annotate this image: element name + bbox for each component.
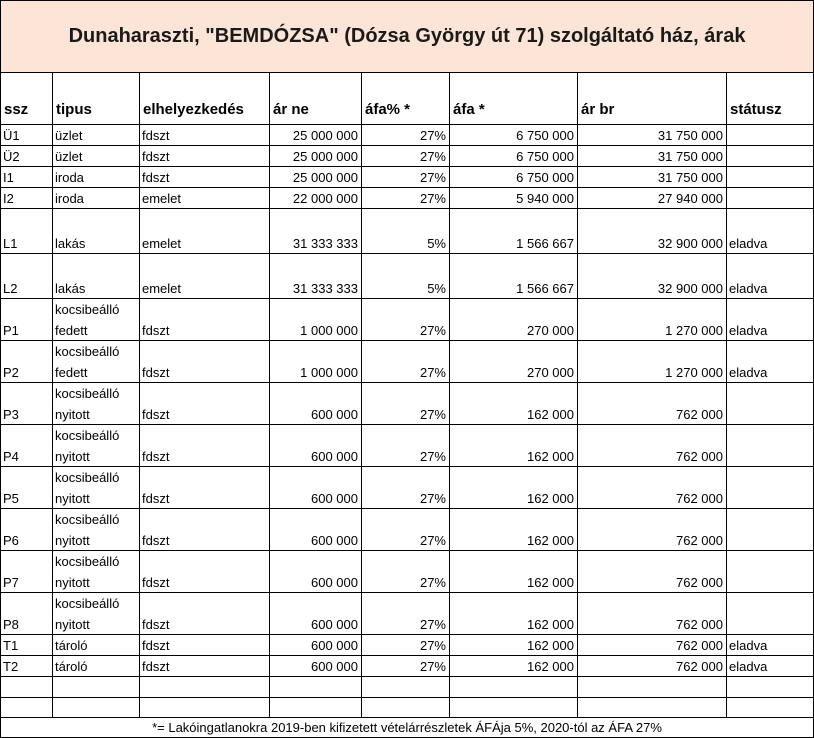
cell-ssz: P5 xyxy=(3,491,19,506)
cell-afa: 162 000 xyxy=(527,449,574,464)
cell-afa-pct: 27% xyxy=(419,128,446,143)
cell-ar-br: 1 270 000 xyxy=(665,323,723,338)
cell-afa: 162 000 xyxy=(527,659,574,674)
cell-tipus: kocsibeálló xyxy=(55,512,120,527)
cell-ar-br: 762 000 xyxy=(676,407,723,422)
cell-ar-ne: 600 000 xyxy=(311,617,358,632)
cell-elhelyezkedes: fdszt xyxy=(142,149,170,164)
cell-ar-br: 762 000 xyxy=(676,617,723,632)
cell-afa: 162 000 xyxy=(527,491,574,506)
cell-ssz: P2 xyxy=(3,365,19,380)
row-border xyxy=(0,634,814,635)
cell-ar-ne: 600 000 xyxy=(311,407,358,422)
cell-afa-pct: 27% xyxy=(419,191,446,206)
row-border xyxy=(0,697,814,698)
cell-tipus: kocsibeálló xyxy=(55,344,120,359)
cell-ar-br: 762 000 xyxy=(676,449,723,464)
column-border xyxy=(52,72,53,717)
row-border xyxy=(0,340,814,341)
cell-afa: 6 750 000 xyxy=(516,149,574,164)
cell-afa-pct: 27% xyxy=(419,149,446,164)
cell-afa-pct: 27% xyxy=(419,638,446,653)
cell-elhelyezkedes: fdszt xyxy=(142,533,170,548)
cell-statusz: eladva xyxy=(729,365,768,380)
cell-tipus: nyitott xyxy=(55,617,90,632)
cell-tipus: üzlet xyxy=(55,128,83,143)
header-tipus: tipus xyxy=(56,101,92,118)
cell-afa-pct: 27% xyxy=(419,617,446,632)
cell-ssz: P4 xyxy=(3,449,19,464)
cell-elhelyezkedes: fdszt xyxy=(142,128,170,143)
cell-elhelyezkedes: fdszt xyxy=(142,659,170,674)
cell-afa: 162 000 xyxy=(527,407,574,422)
column-border xyxy=(577,72,578,717)
cell-tipus: iroda xyxy=(55,191,84,206)
cell-ar-br: 762 000 xyxy=(676,491,723,506)
cell-ar-ne: 25 000 000 xyxy=(292,170,358,185)
cell-afa: 5 940 000 xyxy=(516,191,574,206)
cell-afa: 1 566 667 xyxy=(516,236,574,251)
cell-ar-br: 1 270 000 xyxy=(665,365,723,380)
cell-tipus: nyitott xyxy=(55,407,90,422)
cell-ar-ne: 600 000 xyxy=(311,659,358,674)
cell-ar-ne: 31 333 333 xyxy=(292,281,358,296)
cell-elhelyezkedes: fdszt xyxy=(142,617,170,632)
row-border xyxy=(0,508,814,509)
row-border xyxy=(0,424,814,425)
cell-tipus: tároló xyxy=(55,659,88,674)
cell-statusz: eladva xyxy=(729,638,768,653)
cell-ar-ne: 600 000 xyxy=(311,449,358,464)
cell-tipus: fedett xyxy=(55,323,88,338)
cell-ar-br: 762 000 xyxy=(676,659,723,674)
cell-ar-ne: 1 000 000 xyxy=(300,323,358,338)
cell-ssz: I1 xyxy=(3,170,14,185)
cell-ar-br: 31 750 000 xyxy=(657,149,723,164)
cell-afa-pct: 27% xyxy=(419,170,446,185)
cell-statusz: eladva xyxy=(729,323,768,338)
cell-elhelyezkedes: fdszt xyxy=(142,491,170,506)
cell-ar-br: 31 750 000 xyxy=(657,128,723,143)
cell-afa-pct: 27% xyxy=(419,449,446,464)
cell-tipus: nyitott xyxy=(55,533,90,548)
cell-tipus: iroda xyxy=(55,170,84,185)
cell-afa-pct: 27% xyxy=(419,407,446,422)
cell-afa: 1 566 667 xyxy=(516,281,574,296)
footnote: *= Lakóingatlanokra 2019-ben kifizetett vételárrészletek ÁFÁja 5%, 2020-tól az ÁFA 27% xyxy=(152,720,662,735)
row-border xyxy=(0,0,814,1)
cell-afa: 6 750 000 xyxy=(516,170,574,185)
cell-ssz: P8 xyxy=(3,617,19,632)
header-afa-pct: áfa% * xyxy=(365,101,411,118)
row-border xyxy=(0,676,814,677)
cell-elhelyezkedes: fdszt xyxy=(142,170,170,185)
row-border xyxy=(0,208,814,209)
row-border xyxy=(0,382,814,383)
header-ar-ne: ár ne xyxy=(273,101,309,118)
cell-tipus: kocsibeálló xyxy=(55,386,120,401)
cell-tipus: lakás xyxy=(55,281,86,296)
cell-ssz: P1 xyxy=(3,323,19,338)
cell-tipus: tároló xyxy=(55,638,88,653)
cell-tipus: nyitott xyxy=(55,449,90,464)
sheet-border-left xyxy=(0,0,1,738)
column-border xyxy=(139,72,140,717)
header-statusz: státusz xyxy=(730,101,782,118)
cell-ssz: P7 xyxy=(3,575,19,590)
cell-ssz: Ü2 xyxy=(3,149,20,164)
cell-afa: 162 000 xyxy=(527,638,574,653)
cell-statusz: eladva xyxy=(729,659,768,674)
cell-afa: 6 750 000 xyxy=(516,128,574,143)
cell-tipus: kocsibeálló xyxy=(55,470,120,485)
cell-tipus: kocsibeálló xyxy=(55,428,120,443)
cell-ssz: P3 xyxy=(3,407,19,422)
cell-ssz: I2 xyxy=(3,191,14,206)
header-afa: áfa * xyxy=(453,101,485,118)
cell-ar-ne: 600 000 xyxy=(311,491,358,506)
sheet-title: Dunaharaszti, "BEMDÓZSA" (Dózsa György út 71) szolgáltató ház, árak xyxy=(68,24,746,47)
cell-ssz: P6 xyxy=(3,533,19,548)
cell-ar-ne: 600 000 xyxy=(311,575,358,590)
cell-afa-pct: 27% xyxy=(419,323,446,338)
cell-tipus: nyitott xyxy=(55,575,90,590)
cell-ar-ne: 25 000 000 xyxy=(292,128,358,143)
cell-afa-pct: 27% xyxy=(419,533,446,548)
cell-tipus: fedett xyxy=(55,365,88,380)
cell-ar-ne: 600 000 xyxy=(311,638,358,653)
header-ar-br: ár br xyxy=(581,101,615,118)
cell-ar-ne: 1 000 000 xyxy=(300,365,358,380)
cell-elhelyezkedes: emelet xyxy=(142,236,182,251)
column-border xyxy=(269,72,270,717)
row-border xyxy=(0,72,814,73)
cell-ssz: Ü1 xyxy=(3,128,20,143)
cell-ar-ne: 22 000 000 xyxy=(292,191,358,206)
column-border xyxy=(361,72,362,717)
cell-ar-br: 762 000 xyxy=(676,638,723,653)
cell-statusz: eladva xyxy=(729,236,768,251)
cell-afa: 162 000 xyxy=(527,617,574,632)
row-border xyxy=(0,145,814,146)
header-elhelyezkedes: elhelyezkedés xyxy=(143,101,244,118)
cell-elhelyezkedes: fdszt xyxy=(142,407,170,422)
cell-afa: 162 000 xyxy=(527,533,574,548)
row-border xyxy=(0,466,814,467)
cell-ar-br: 762 000 xyxy=(676,533,723,548)
cell-afa: 270 000 xyxy=(527,365,574,380)
cell-ar-ne: 25 000 000 xyxy=(292,149,358,164)
cell-elhelyezkedes: emelet xyxy=(142,191,182,206)
row-border xyxy=(0,298,814,299)
cell-ar-br: 32 900 000 xyxy=(657,236,723,251)
cell-ssz: T2 xyxy=(3,659,19,674)
cell-ar-br: 32 900 000 xyxy=(657,281,723,296)
cell-tipus: lakás xyxy=(55,236,86,251)
cell-ssz: T1 xyxy=(3,638,19,653)
row-border xyxy=(0,124,814,125)
cell-elhelyezkedes: fdszt xyxy=(142,323,170,338)
cell-elhelyezkedes: emelet xyxy=(142,281,182,296)
cell-afa-pct: 5% xyxy=(427,236,446,251)
cell-tipus: kocsibeálló xyxy=(55,596,120,611)
cell-ar-br: 27 940 000 xyxy=(657,191,723,206)
cell-ar-br: 762 000 xyxy=(676,575,723,590)
cell-ar-br: 31 750 000 xyxy=(657,170,723,185)
cell-elhelyezkedes: fdszt xyxy=(142,365,170,380)
cell-afa-pct: 5% xyxy=(427,281,446,296)
cell-tipus: üzlet xyxy=(55,149,83,164)
row-border xyxy=(0,166,814,167)
cell-ar-ne: 600 000 xyxy=(311,533,358,548)
cell-tipus: kocsibeálló xyxy=(55,302,120,317)
cell-ar-ne: 31 333 333 xyxy=(292,236,358,251)
row-border xyxy=(0,253,814,254)
column-border xyxy=(726,72,727,717)
row-border xyxy=(0,187,814,188)
cell-elhelyezkedes: fdszt xyxy=(142,638,170,653)
cell-afa: 270 000 xyxy=(527,323,574,338)
row-border xyxy=(0,592,814,593)
cell-ssz: L1 xyxy=(3,236,18,251)
column-border xyxy=(449,72,450,717)
cell-statusz: eladva xyxy=(729,281,768,296)
cell-afa: 162 000 xyxy=(527,575,574,590)
cell-tipus: kocsibeálló xyxy=(55,554,120,569)
cell-afa-pct: 27% xyxy=(419,659,446,674)
cell-afa-pct: 27% xyxy=(419,365,446,380)
cell-ssz: L2 xyxy=(3,281,18,296)
cell-elhelyezkedes: fdszt xyxy=(142,575,170,590)
row-border xyxy=(0,550,814,551)
header-ssz: ssz xyxy=(4,101,29,118)
row-border xyxy=(0,655,814,656)
cell-afa-pct: 27% xyxy=(419,575,446,590)
cell-elhelyezkedes: fdszt xyxy=(142,449,170,464)
cell-tipus: nyitott xyxy=(55,491,90,506)
cell-afa-pct: 27% xyxy=(419,491,446,506)
